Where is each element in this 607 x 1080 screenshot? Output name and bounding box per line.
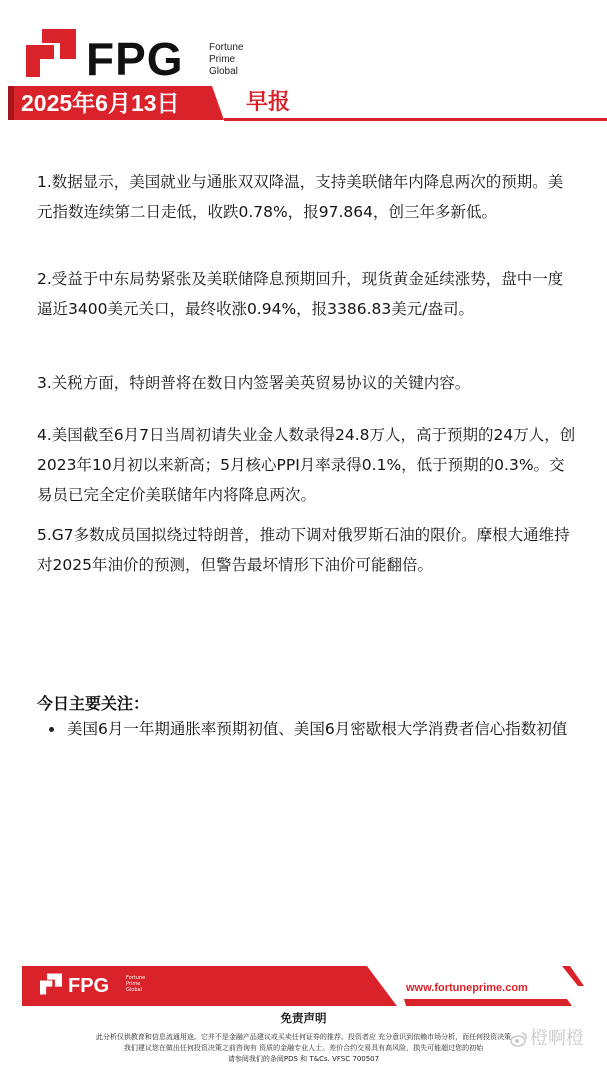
news-item-4: 4.美国截至6月7日当周初请失业金人数录得24.8万人，高于预期的24万人，创2023年10月初以来新高；5月核心PPI月率录得0.1%，低于预期的0.3%。交易员已完全定价美联储年内将降息两次。 (37, 426, 576, 504)
header-divider (224, 118, 607, 121)
website-link[interactable]: www.fortuneprime.com (406, 982, 528, 994)
disclaimer-line-1: 此分析仅供教育和信息流通用途。它并不是金融产品建议或买卖任何证券的推荐。投资者应 充分意识到依赖市场分析，而任何投资决策 (95, 1033, 512, 1041)
footer-logo-subtitle: Fortune Prime Global (126, 975, 146, 993)
disclaimer-line-3: 请参阅我们的条阅PDS 和 T&Cs. VFSC 700507 (227, 1055, 380, 1063)
fpg-logo-icon (26, 29, 76, 77)
logo-wordmark: FPG (86, 33, 184, 85)
report-date: 2025年6月13日 (21, 90, 180, 116)
footer-logo-icon (40, 973, 62, 995)
weibo-icon (510, 1031, 528, 1047)
report-type-label: 早报 (246, 90, 291, 115)
footer-logo-wordmark: FPG (68, 975, 110, 997)
focus-item-text: 美国6月一年期通胀率预期初值、美国6月密歇根大学消费者信心指数初值 (67, 720, 568, 738)
watermark (510, 1028, 584, 1050)
list-item (37, 717, 577, 741)
focus-list (37, 717, 577, 741)
news-item-2: 2.受益于中东局势紧张及美联储降息预期回升，现货黄金延续涨势，盘中一度逼近3400美元关口，最终收涨0.94%，报3386.83美元/盎司。 (37, 270, 564, 318)
news-item-3: 3.关税方面，特朗普将在数日内签署美英贸易协议的关键内容。 (37, 374, 471, 392)
focus-title: 今日主要关注： (37, 694, 150, 713)
watermark-text: 橙啊橙 (530, 1028, 584, 1049)
logo-subtitle: Fortune Prime Global (209, 42, 244, 77)
bullet-icon (49, 727, 54, 732)
disclaimer-title: 免责声明 (280, 1011, 327, 1025)
disclaimer-line-2: 我们建议您在做出任何投资决策之前咨询有 资质的金融专业人士。差价合约交易具有高风险，损失可能超过您的初始 (123, 1044, 484, 1052)
news-item-1: 1.数据显示，美国就业与通胀双双降温，支持美联储年内降息两次的预期。美元指数连续第二日走低，收跌0.78%，报97.864，创三年多新低。 (37, 173, 564, 221)
news-item-5: 5.G7多数成员国拟绕过特朗普，推动下调对俄罗斯石油的限价。摩根大通维持对2025年油价的预测，但警告最坏情形下油价可能翻倍。 (37, 526, 570, 574)
